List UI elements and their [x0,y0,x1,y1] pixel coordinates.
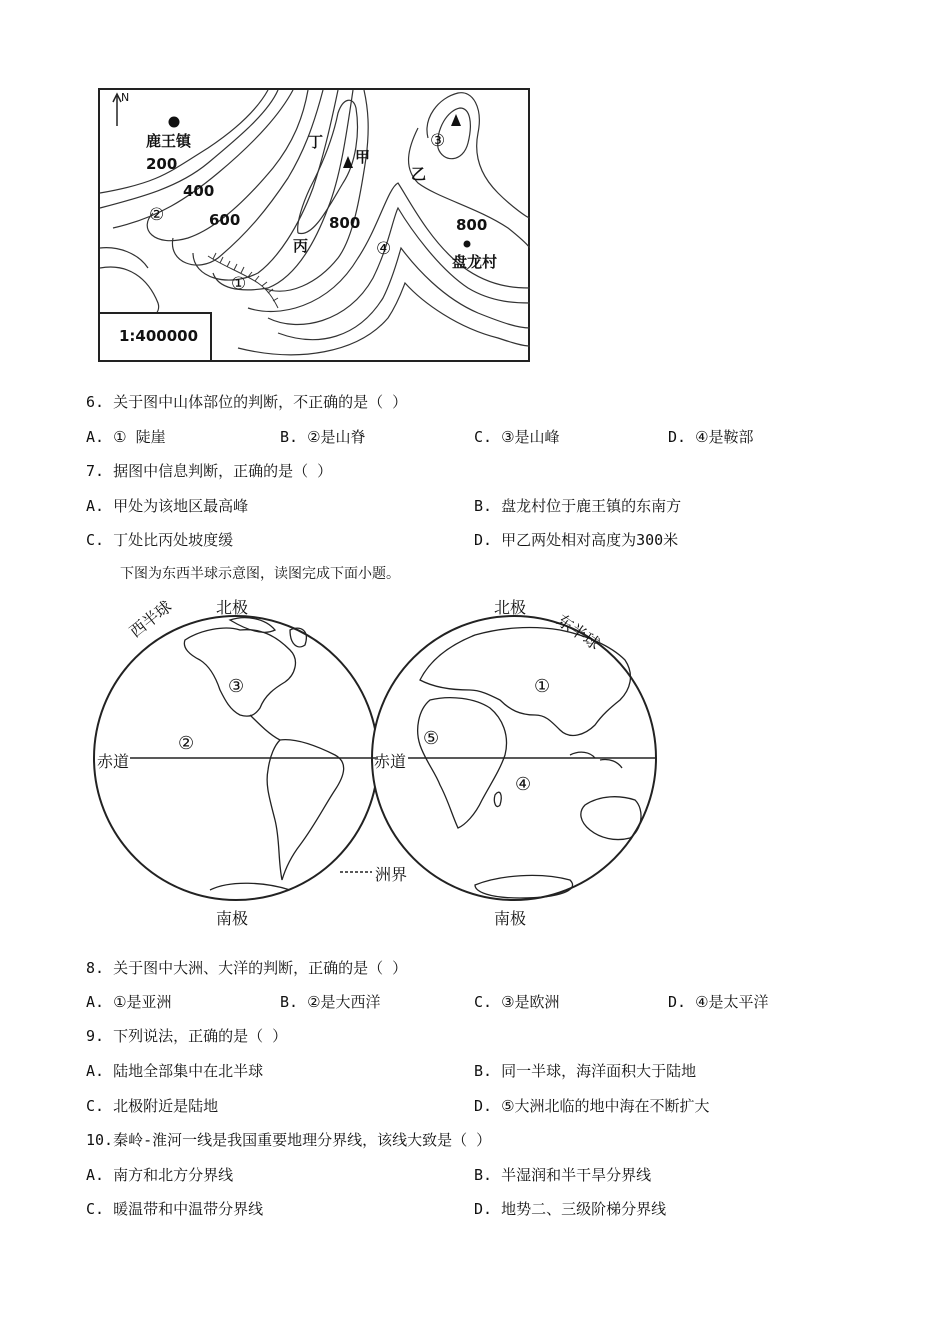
q10-option-d[interactable]: D. 地势二、三级阶梯分界线 [474,1200,667,1218]
q8-option-a[interactable]: A. ①是亚洲 [86,993,172,1011]
north-label: N [121,91,130,104]
town-label: 鹿王镇 [146,132,192,150]
q9-option-d[interactable]: D. ⑤大洲北临的地中海在不断扩大 [474,1097,710,1115]
globe-circled-2: ② [178,733,195,754]
scale-label: 1:400000 [119,327,199,345]
east-hemisphere-label: 东半球 [553,610,604,654]
q9-option-c[interactable]: C. 北极附近是陆地 [86,1097,219,1115]
q7-option-a[interactable]: A. 甲处为该地区最高峰 [86,497,249,515]
west-hemisphere-label: 西半球 [125,596,176,642]
point-jia: 甲 [355,148,371,166]
q7-option-d[interactable]: D. 甲乙两处相对高度为300米 [474,531,679,549]
q6-option-c[interactable]: C. ③是山峰 [474,428,560,446]
equator-label-west: 赤道 [97,752,130,771]
boundary-legend-label: 洲界 [375,865,408,884]
contour-label-200: 200 [146,155,178,173]
point-yi: 乙 [411,165,427,183]
north-pole-west: 北极 [216,598,249,617]
contour-label-800-east: 800 [456,216,488,234]
north-pole-east: 北极 [494,598,527,617]
question-8-stem: 8. 关于图中大洲、大洋的判断，正确的是（ ） [86,959,408,977]
globe-circled-1: ① [534,676,551,697]
intro-text: 下图为东西半球示意图，读图完成下面小题。 [120,566,400,582]
q8-option-d[interactable]: D. ④是太平洋 [668,993,769,1011]
question-10-stem: 10.秦岭-淮河一线是我国重要地理分界线，该线大致是（ ） [86,1131,492,1149]
point-bing: 丙 [293,237,309,255]
south-pole-west: 南极 [216,909,249,928]
q6-option-a[interactable]: A. ① 陡崖 [86,428,166,446]
q10-option-a[interactable]: A. 南方和北方分界线 [86,1166,234,1184]
circled-2: ② [149,205,165,225]
contour-label-800-west: 800 [329,214,361,232]
q10-option-c[interactable]: C. 暖温带和中温带分界线 [86,1200,264,1218]
circled-4: ④ [376,239,392,259]
question-6-stem: 6. 关于图中山体部位的判断，不正确的是（ ） [86,393,408,411]
contour-label-600: 600 [209,211,241,229]
q9-option-b[interactable]: B. 同一半球，海洋面积大于陆地 [474,1062,697,1080]
contour-label-400: 400 [183,182,215,200]
point-ding: 丁 [308,133,324,151]
question-9-stem: 9. 下列说法，正确的是（ ） [86,1027,288,1045]
q8-option-b[interactable]: B. ②是大西洋 [280,993,381,1011]
village-label: 盘龙村 [452,253,498,271]
q6-option-b[interactable]: B. ②是山脊 [280,428,366,446]
south-pole-east: 南极 [494,909,527,928]
q10-option-b[interactable]: B. 半湿润和半干旱分界线 [474,1166,652,1184]
globe-circled-5: ⑤ [423,728,440,749]
q9-option-a[interactable]: A. 陆地全部集中在北半球 [86,1062,264,1080]
q6-option-d[interactable]: D. ④是鞍部 [668,428,754,446]
globe-circled-3: ③ [228,676,245,697]
q7-option-c[interactable]: C. 丁处比丙处坡度缓 [86,531,234,549]
q8-option-c[interactable]: C. ③是欧洲 [474,993,560,1011]
circled-1: ① [231,274,247,294]
question-7-stem: 7. 据图中信息判断，正确的是（ ） [86,462,333,480]
equator-label-east: 赤道 [374,752,407,771]
globe-circled-4: ④ [515,774,532,795]
q7-option-b[interactable]: B. 盘龙村位于鹿王镇的东南方 [474,497,682,515]
circled-3: ③ [430,131,446,151]
